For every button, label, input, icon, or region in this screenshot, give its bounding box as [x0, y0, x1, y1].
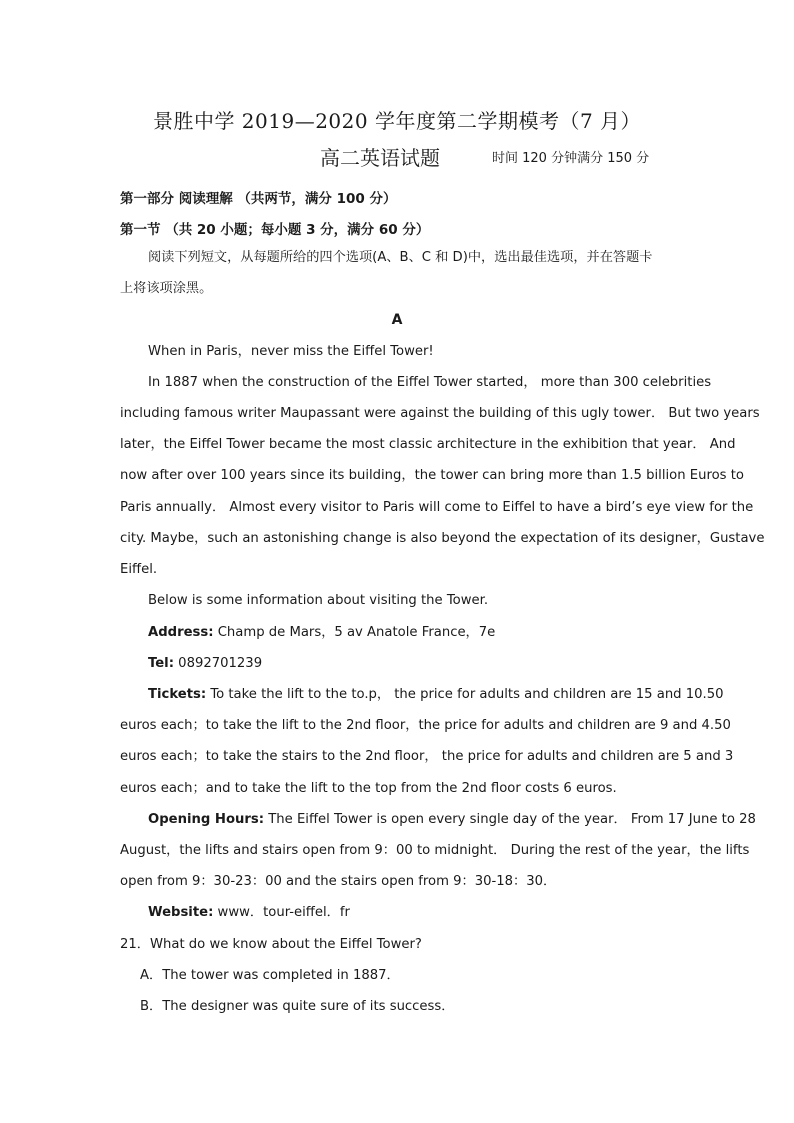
passage-label: A: [391, 312, 403, 328]
tickets-text: To take the lift to the to.p， the price for adults and children are 15 and 10.50: [206, 687, 724, 702]
question-option: B．The designer was quite sure of its success．: [140, 999, 455, 1014]
address-row: [148, 623, 674, 643]
tel-row: [148, 654, 674, 674]
hours-line: August，the lifts and stairs open from 9：00 to midnight． During the rest of the year，the lifts: [120, 843, 750, 858]
passage-line: now after over 100 years since its building，the tower can bring more than 1.5 billion Euros to: [120, 468, 744, 483]
hours-label: Opening Hours:: [148, 812, 265, 827]
hours-text: The Eiffel Tower is open every single day of the year． From 17 June to 28: [264, 812, 756, 827]
website-label: Website:: [148, 905, 214, 920]
passage-line: city. Maybe，such an astonishing change is also beyond the expectation of its designer，Gustave: [120, 531, 765, 546]
passage-line: When in Paris，never miss the Eiffel Tower!: [148, 344, 434, 359]
tickets-line: euros each；and to take the lift to the top from the 2nd floor costs 6 euros.: [120, 781, 617, 796]
tickets-row: [148, 685, 724, 705]
passage-line: Below is some information about visiting the Tower.: [148, 593, 489, 608]
passage-line: In 1887 when the construction of the Eiffel Tower started， more than 300 celebrities: [148, 375, 712, 390]
website-value: www．tour-eiffel．fr: [213, 905, 350, 920]
passage-line: Paris annually． Almost every visitor to Paris will come to Eiffel to have a bird’s eye view for the: [120, 500, 754, 515]
tickets-line: euros each；to take the lift to the 2nd floor，the price for adults and children are 9 and 4.50: [120, 718, 731, 733]
address-label: Address:: [148, 625, 214, 640]
exam-title: 景胜中学 2019—2020 学年度第二学期模考（7 月）: [152, 109, 642, 133]
passage-line: later，the Eiffel Tower became the most classic architecture in the exhibition that year． And: [120, 437, 736, 452]
exam-time-info: 时间 120 分钟满分 150 分: [492, 151, 650, 166]
tickets-line: euros each；to take the stairs to the 2nd floor， the price for adults and children are 5 and 3: [120, 749, 734, 764]
tel-label: Tel:: [148, 656, 174, 671]
tel-value: 0892701239: [173, 656, 263, 671]
instruction-line-2: 上将该项涂黑。: [120, 281, 213, 296]
section-heading: 第一节 （共 20 小题；每小题 3 分，满分 60 分）: [120, 222, 430, 238]
passage-line: Eiffel.: [120, 562, 158, 577]
tickets-label: Tickets:: [148, 687, 207, 702]
question-option: A．The tower was completed in 1887．: [140, 968, 400, 983]
address-value: Champ de Mars，5 av Anatole France，7e: [213, 625, 496, 640]
instruction-line-1: 阅读下列短文，从每题所给的四个选项(A、B、C 和 D)中，选出最佳选项，并在答题卡: [148, 250, 653, 265]
passage-line: including famous writer Maupassant were against the building of this ugly tower． But two years: [120, 406, 760, 421]
hours-row: [148, 810, 756, 830]
website-row: [148, 903, 674, 923]
exam-subtitle: 高二英语试题: [320, 146, 440, 170]
part-heading: 第一部分 阅读理解 （共两节，满分 100 分）: [120, 191, 397, 207]
hours-line: open from 9：30-23：00 and the stairs open from 9：30-18：30．: [120, 874, 557, 889]
question-stem: 21．What do we know about the Eiffel Tower?: [120, 937, 422, 952]
